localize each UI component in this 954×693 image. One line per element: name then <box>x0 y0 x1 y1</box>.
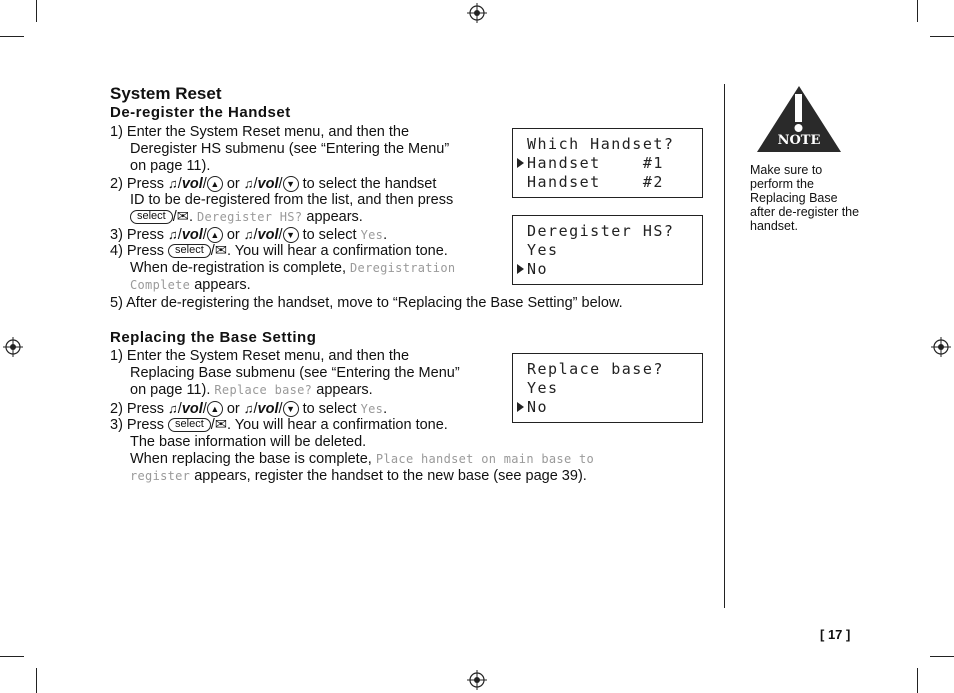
lcd-text: Complete <box>130 278 191 292</box>
lcd-text: Yes <box>360 402 384 416</box>
lcd-screen-replace-base: Replace base? Yes No <box>512 353 703 423</box>
crop-mark <box>0 656 24 657</box>
note-label: NOTE <box>777 133 821 148</box>
registration-mark-icon <box>467 3 487 23</box>
lcd-screen-deregister: Deregister HS? Yes No <box>512 215 703 285</box>
step-text: ID to be de-registered from the list, and then press <box>130 192 454 208</box>
step-3-cont: register appears, register the handset to the new base (see page 39). <box>130 468 587 484</box>
step-3: 3) Press ♫/vol/ ▲ or ♫/vol/ ▼ to select Yes. <box>110 227 388 243</box>
bell-icon: ♫ <box>168 176 178 191</box>
up-arrow-key-icon: ▲ <box>207 176 223 192</box>
registration-mark-icon <box>467 670 487 690</box>
step-text: on page 11). <box>130 158 211 174</box>
up-arrow-key-icon: ▲ <box>207 401 223 417</box>
lcd-text: Replace base? <box>214 383 313 397</box>
lcd-text: Place handset on main base to <box>375 452 595 466</box>
bell-icon: ♫ <box>243 176 254 191</box>
column-divider <box>724 84 725 608</box>
step-4-cont: When de-registration is complete, Deregistration <box>130 260 456 276</box>
note-text: Make sure to perform the Replacing Base after de-register the handset. <box>750 163 860 233</box>
vol-key-label: vol <box>257 176 279 192</box>
step-text: 1) Enter the System Reset menu, and then the <box>110 124 410 140</box>
select-key-icon: select <box>130 210 173 224</box>
step-2: 2) Press ♫/vol/ ▲ or ♫/vol/ ▼ to select the handset <box>110 176 437 192</box>
bell-icon: ♫ <box>168 401 178 416</box>
cursor-arrow-icon <box>517 158 524 168</box>
select-key-icon: select <box>168 418 211 432</box>
crop-mark <box>917 0 918 22</box>
section-heading-replacing-base: Replacing the Base Setting <box>110 329 317 346</box>
cursor-arrow-icon <box>517 264 524 274</box>
bell-icon: ♫ <box>168 227 178 242</box>
crop-mark <box>930 36 954 37</box>
crop-mark <box>930 656 954 657</box>
vol-key-label: vol <box>257 401 279 417</box>
envelope-icon: ✉ <box>214 243 227 259</box>
cursor-arrow-icon <box>517 402 524 412</box>
lcd-text: Yes <box>360 228 384 242</box>
vol-key-label: vol <box>181 401 203 417</box>
lcd-screen-which-handset: Which Handset? Handset #1 Handset #2 <box>512 128 703 198</box>
step-text: Replacing Base submenu (see “Entering the Menu” <box>130 365 460 381</box>
down-arrow-key-icon: ▼ <box>283 176 299 192</box>
lcd-text: Deregistration <box>350 261 456 275</box>
step-4-cont: Complete appears. <box>130 277 251 293</box>
crop-mark <box>917 668 918 693</box>
step-text: 1) Enter the System Reset menu, and then the <box>110 348 410 364</box>
envelope-icon: ✉ <box>176 209 189 225</box>
step-2: 2) Press ♫/vol/ ▲ or ♫/vol/ ▼ to select Yes. <box>110 401 388 417</box>
down-arrow-key-icon: ▼ <box>283 227 299 243</box>
page-title: System Reset <box>110 84 222 103</box>
section-heading-deregister: De-register the Handset <box>110 104 291 121</box>
crop-mark <box>36 0 37 22</box>
vol-key-label: vol <box>181 227 203 243</box>
step-2-cont: select /✉. Deregister HS? appears. <box>130 209 363 226</box>
step-4: 4) Press select /✉. You will hear a confirmation tone. <box>110 243 448 259</box>
step-text: The base information will be deleted. <box>130 434 367 450</box>
bell-icon: ♫ <box>243 401 254 416</box>
step-text: 2) Press <box>110 176 164 192</box>
step-1-cont: on page 11). Replace base? appears. <box>130 382 373 398</box>
step-text: 5) After de-registering the handset, move to “Replacing the Base Setting” below. <box>110 295 623 311</box>
registration-mark-icon <box>3 337 23 357</box>
page-number: [ 17 ] <box>820 627 851 642</box>
crop-mark <box>36 668 37 693</box>
step-3: 3) Press select /✉. You will hear a confirmation tone. <box>110 417 448 433</box>
step-text: Deregister HS submenu (see “Entering the Menu” <box>130 141 450 157</box>
up-arrow-key-icon: ▲ <box>207 227 223 243</box>
select-key-icon: select <box>168 244 211 258</box>
envelope-icon: ✉ <box>214 417 227 433</box>
vol-key-label: vol <box>181 176 203 192</box>
down-arrow-key-icon: ▼ <box>283 401 299 417</box>
bell-icon: ♫ <box>243 227 254 242</box>
registration-mark-icon <box>931 337 951 357</box>
lcd-text: register <box>130 469 191 483</box>
lcd-text: Deregister HS? <box>197 210 303 224</box>
step-text: to select the handset <box>302 176 437 192</box>
vol-key-label: vol <box>257 227 279 243</box>
step-3-cont: When replacing the base is complete, Place handset on main base to <box>130 451 595 467</box>
note-warning-icon <box>755 84 843 154</box>
crop-mark <box>0 36 24 37</box>
